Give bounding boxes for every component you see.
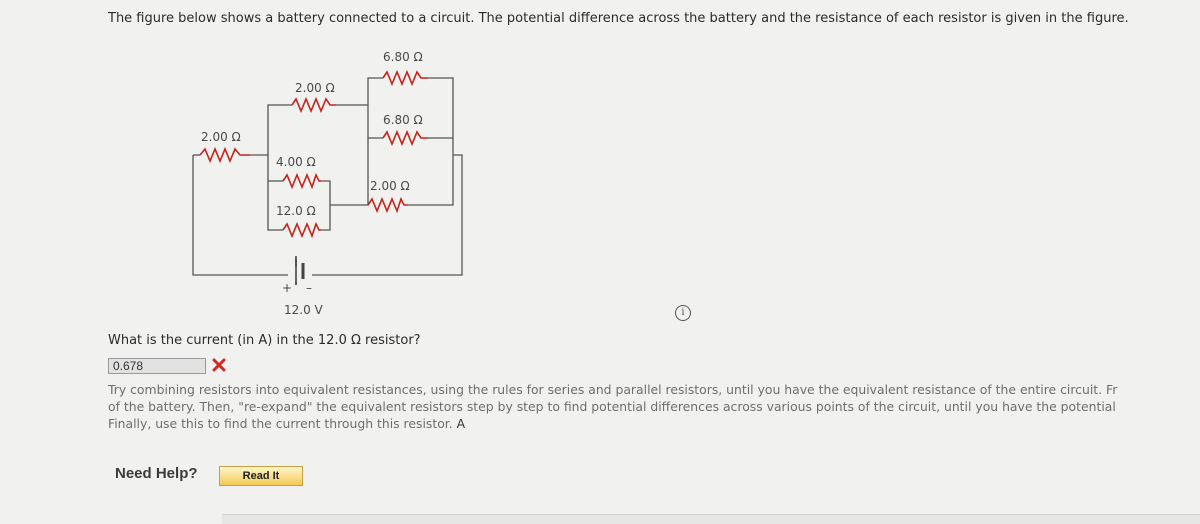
label-r-center-upper: 4.00 Ω	[276, 155, 316, 169]
resistor-center-upper	[283, 175, 321, 187]
wire-left-outer	[193, 155, 462, 275]
hint-line-1: Try combining resistors into equivalent resistances, using the rules for series and parallel resistors, until you have the equivalent resistance of the entire circuit. Fr	[108, 382, 1118, 397]
label-r-center-lower: 12.0 Ω	[276, 204, 316, 218]
read-it-button[interactable]: Read It	[219, 466, 303, 486]
battery-minus-sign: –	[306, 281, 312, 295]
resistor-top-right	[383, 72, 428, 84]
label-r-top-right: 6.80 Ω	[383, 50, 423, 64]
x-icon	[212, 358, 226, 372]
label-r-mid-right: 6.80 Ω	[383, 113, 423, 127]
problem-statement: The figure below shows a battery connected to a circuit. The potential difference across the battery and the resistance of each resistor is given in the figure.	[108, 11, 1129, 26]
info-icon[interactable]: i	[675, 305, 691, 321]
wire-left-to-center	[250, 105, 292, 155]
battery-plus-sign: +	[282, 281, 293, 295]
answer-input[interactable]	[108, 358, 206, 374]
wire-top-right-loop	[368, 78, 383, 105]
hint-line-2: of the battery. Then, "re-expand" the equivalent resistors step by step to find potential differences across various points of the circuit, until you have the potential	[108, 399, 1116, 414]
wire-top-left-to-right	[336, 105, 383, 138]
label-r-right-lower: 2.00 Ω	[370, 179, 410, 193]
wire-center-right	[321, 181, 330, 230]
wire-right-lower	[408, 155, 453, 205]
hint-line-3-text: Finally, use this to find the current through this resistor.	[108, 416, 453, 431]
resistor-right-lower	[368, 199, 408, 211]
label-r-left: 2.00 Ω	[201, 130, 241, 144]
hint-unit: A	[456, 416, 466, 431]
resistor-top-left	[292, 99, 336, 111]
hint-feedback	[108, 381, 1117, 432]
battery-voltage-label: 12.0 V	[284, 303, 323, 317]
resistor-center-lower	[283, 224, 321, 236]
hint-line-3	[108, 415, 1117, 432]
question-text: What is the current (in A) in the 12.0 Ω resistor?	[108, 333, 421, 348]
label-r-top-left: 2.00 Ω	[295, 81, 335, 95]
resistor-left	[200, 149, 250, 161]
need-help-label: Need Help?	[115, 465, 198, 482]
wire-center-to-right-lower	[330, 138, 368, 205]
battery-gap	[288, 266, 312, 282]
wire-right-top	[428, 78, 453, 138]
resistor-mid-right	[383, 132, 428, 144]
